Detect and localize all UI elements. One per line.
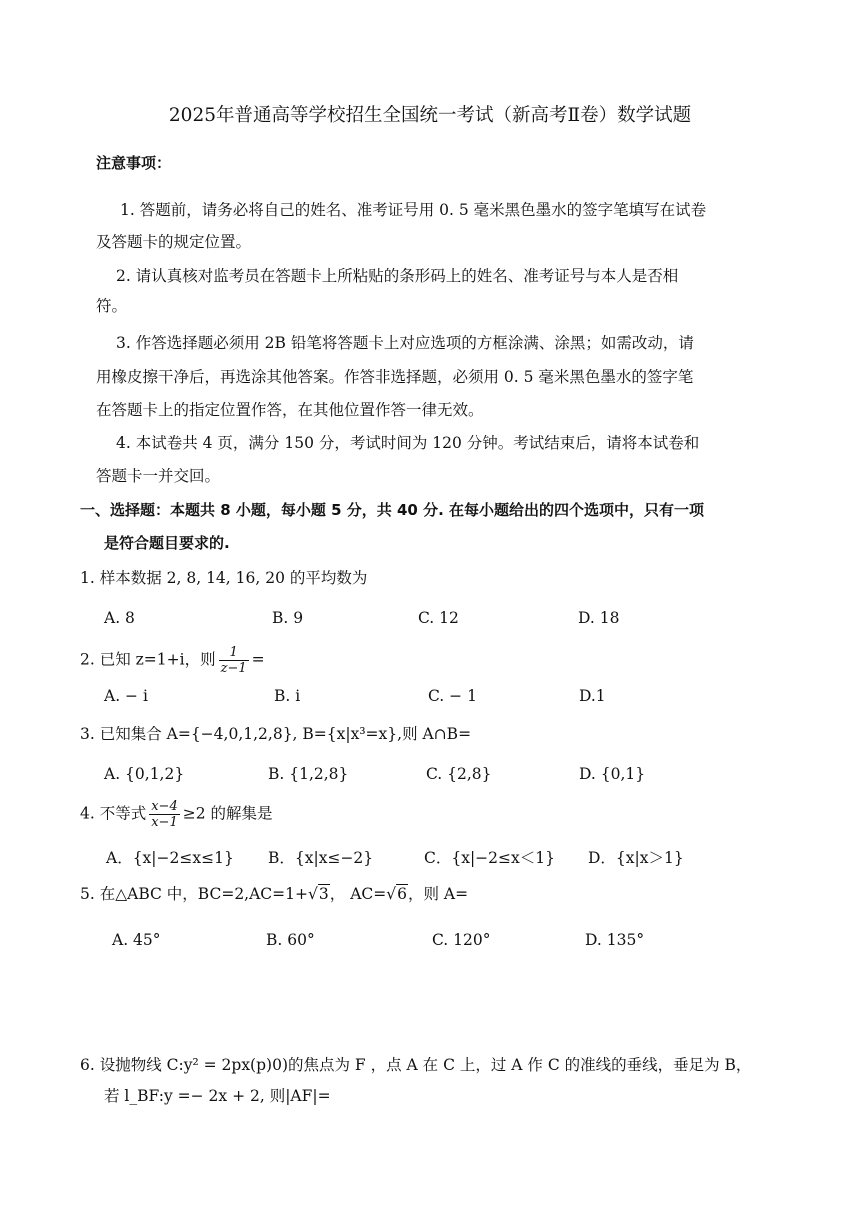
question-5-stem-part-c: ，则 A=	[408, 885, 469, 903]
section-1-heading-line1: 一、选择题：本题共 8 小题，每小题 5 分，共 40 分. 在每小题给出的四个选项中，只有一项	[80, 501, 705, 519]
notice-item-3-line3: 在答题卡上的指定位置作答，在其他位置作答一律无效。	[96, 401, 484, 419]
notice-item-3-line1: 3. 作答选择题必须用 2B 铅笔将答题卡上对应选项的方框涂满、涂黑；如需改动，请	[116, 334, 694, 352]
notice-item-2-line1: 2. 请认真核对监考员在答题卡上所粘贴的条形码上的姓名、准考证号与本人是否相	[116, 267, 679, 285]
question-5-option-a: A. 45°	[112, 931, 161, 949]
question-2-option-d: D.1	[579, 687, 606, 705]
notice-item-2-line2: 符。	[96, 297, 128, 315]
question-3-option-d: D. {0,1}	[579, 765, 646, 783]
question-5-option-c: C. 120°	[432, 931, 491, 949]
question-1-option-a: A. 8	[104, 609, 135, 627]
question-5-sqrt-3: 3	[318, 885, 329, 903]
question-4-stem	[80, 799, 273, 830]
notice-item-4-line2: 答题卡一并交回。	[96, 467, 221, 485]
question-2-option-b: B. i	[274, 687, 301, 705]
question-6-stem-line2: 若 l_BF:y =− 2x + 2, 则|AF|=	[104, 1087, 331, 1105]
question-5-stem-part-b: ， AC=	[329, 885, 387, 903]
question-3-option-a: A. {0,1,2}	[104, 765, 185, 783]
question-1-stem: 1. 样本数据 2, 8, 14, 16, 20 的平均数为	[80, 569, 368, 587]
question-3-option-b: B. {1,2,8}	[268, 765, 349, 783]
question-1-option-d: D. 18	[578, 609, 620, 627]
question-4-option-d: D．{x|x＞1}	[588, 849, 684, 867]
question-4-fraction-numerator: x−4	[151, 799, 178, 814]
question-2-fraction	[219, 645, 249, 676]
question-2-fraction-denominator: z−1	[220, 661, 247, 676]
section-1-heading-line2: 是符合题目要求的.	[104, 534, 230, 552]
question-4-option-a: A．{x|−2≤x≤1}	[106, 849, 234, 867]
question-2-fraction-numerator: 1	[229, 645, 238, 660]
exam-title: 2025年普通高等学校招生全国统一考试（新高考Ⅱ卷）数学试题	[168, 105, 692, 126]
question-5-stem: 5. 在△ABC 中，BC=2,AC=1+√3， AC=√6，则 A=	[80, 885, 469, 903]
question-5-stem-part-a: 5. 在△ABC 中，BC=2,AC=1+	[80, 885, 308, 903]
notice-heading: 注意事项：	[96, 154, 172, 172]
question-2-option-c: C. − 1	[428, 687, 477, 705]
question-5-option-d: D. 135°	[585, 931, 645, 949]
question-4-stem-prefix: 4. 不等式	[80, 804, 147, 823]
question-2-option-a: A. − i	[104, 687, 148, 705]
question-5-sqrt-6: 6	[397, 885, 407, 903]
question-4-stem-suffix: ≥2 的解集是	[182, 804, 273, 823]
question-4-fraction	[149, 799, 180, 830]
notice-item-1-line1: 1. 答题前，请务必将自己的姓名、准考证号用 0. 5 毫米黑色墨水的签字笔填写在试卷	[120, 201, 707, 219]
notice-item-1-line2: 及答题卡的规定位置。	[96, 233, 252, 251]
notice-item-4-line1: 4. 本试卷共 4 页，满分 150 分，考试时间为 120 分钟。考试结束后，请将本试卷和	[116, 434, 700, 452]
question-3-option-c: C. {2,8}	[426, 765, 492, 783]
question-3-stem: 3. 已知集合 A={−4,0,1,2,8}, B={x|x³=x},则 A∩B=	[80, 725, 472, 743]
question-1-option-b: B. 9	[272, 609, 304, 627]
question-1-option-c: C. 12	[418, 609, 459, 627]
question-2-stem-suffix: =	[251, 650, 265, 669]
question-2-stem	[80, 645, 265, 676]
question-4-option-b: B．{x|x≤−2}	[268, 849, 374, 867]
question-2-stem-prefix: 2. 已知 z=1+i，则	[80, 650, 216, 669]
notice-item-3-line2: 用橡皮擦干净后，再选涂其他答案。作答非选择题，必须用 0. 5 毫米黑色墨水的签字笔	[96, 368, 694, 386]
question-6-stem-line1: 6. 设抛物线 C:y² = 2px(p)0)的焦点为 F ，点 A 在 C 上，过 A 作 C 的准线的垂线，垂足为 B，	[80, 1056, 752, 1074]
question-4-option-c: C．{x|−2≤x＜1}	[424, 849, 555, 867]
question-4-fraction-denominator: x−1	[151, 815, 178, 830]
question-5-option-b: B. 60°	[266, 931, 315, 949]
